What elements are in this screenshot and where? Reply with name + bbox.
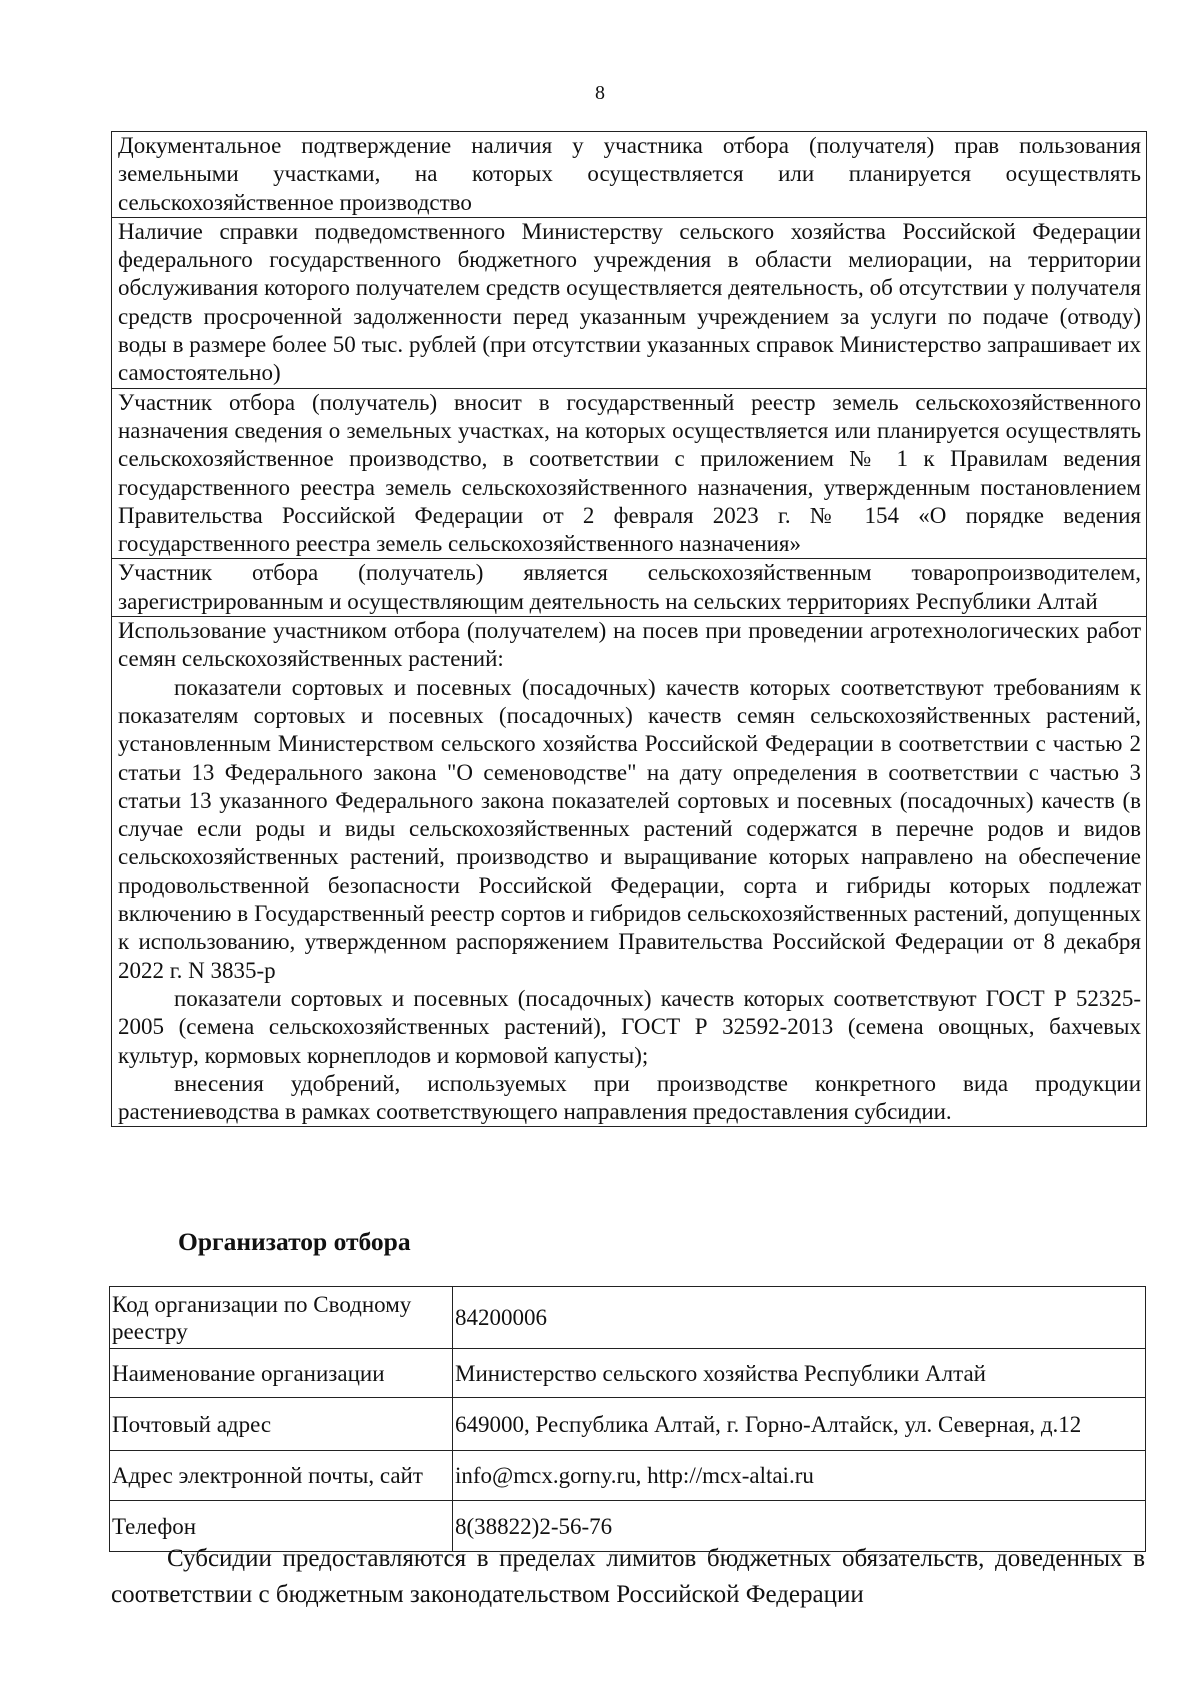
table-row [110, 1398, 1146, 1451]
table-row [112, 132, 1147, 218]
table-row [110, 1349, 1146, 1398]
org-name-label: Наименование организации [110, 1349, 453, 1398]
table-row [112, 617, 1147, 1127]
table-row [112, 217, 1147, 388]
requirement-text: Участник отбора (получатель) является сельскохозяйственным товаропроизводителем, зарегистрированным и осуществляющим деятельность на сельских территориях Республики Алтай [118, 560, 1141, 614]
requirement-cell [112, 617, 1147, 1127]
email-site-value: info@mcx.gorny.ru, http://mcx-altai.ru [453, 1451, 1146, 1501]
phone-value: 8(38822)2-56-76 [453, 1501, 1146, 1552]
org-code-label: Код организации по Сводному реестру [110, 1287, 453, 1349]
postal-address-label: Почтовый адрес [110, 1398, 453, 1451]
requirement-cell [112, 132, 1147, 218]
requirement-text: Наличие справки подведомственного Министерству сельского хозяйства Российской Федерации федерального государственного бюджетного учреждения в области мелиорации, на территории обслуживания которого получателем средств осуществляется деятельность, об отсутствии у получателя средств просроченной задолженности перед указанным учреждением за услуги по подаче (отводу) воды в размере более 50 тыс. рублей (при отсутствии указанных справок Министерство запрашивает их самостоятельно) [118, 218, 1141, 386]
requirement-cell [112, 388, 1147, 559]
requirement-text: Участник отбора (получатель) вносит в государственный реестр земель сельскохозяйственного назначения сведения о земельных участках, на которых осуществляется или планируется осуществлять сельскохозяйственное производство, в соответствии с приложением № 1 к Правилам ведения государственного реестра земель сельскохозяйственного назначения, утвержденным постановлением Правительства Российской Федерации от 2 февраля 2023 г. № 154 «О порядке ведения государственного реестра земель сельскохозяйственного назначения» [118, 389, 1141, 557]
organizer-heading: Организатор отбора [178, 1227, 411, 1256]
requirement-cell [112, 559, 1147, 617]
phone-label: Телефон [110, 1501, 453, 1552]
table-row [112, 559, 1147, 617]
closing-paragraph: Субсидии предоставляются в пределах лимитов бюджетных обязательств, доведенных в соответствии с бюджетным законодательством Российской Федерации [111, 1545, 1145, 1608]
requirements-table [111, 131, 1147, 1127]
page-number: 8 [595, 82, 605, 104]
organizer-table [109, 1286, 1146, 1552]
table-row [110, 1451, 1146, 1501]
requirement-subparagraph: внесения удобрений, используемых при производстве конкретного вида продукции растениеводства в рамках соответствующего направления предоставления субсидии. [118, 1070, 1141, 1125]
org-code-value: 84200006 [453, 1287, 1146, 1349]
email-site-label: Адрес электронной почты, сайт [110, 1451, 453, 1501]
postal-address-value: 649000, Республика Алтай, г. Горно-Алтайск, ул. Северная, д.12 [453, 1398, 1146, 1451]
requirement-text: Документальное подтверждение наличия у участника отбора (получателя) прав пользования земельными участками, на которых осуществляется или планируется осуществлять сельскохозяйственное производство [118, 133, 1141, 215]
requirement-subparagraph: показатели сортовых и посевных (посадочных) качеств которых соответствуют ГОСТ Р 52325-2005 (семена сельскохозяйственных растений), ГОСТ Р 32592-2013 (семена овощных, бахчевых культур, кормовых корнеплодов и кормовой капусты); [118, 985, 1141, 1068]
requirement-text: Использование участником отбора (получателем) на посев при проведении агротехнологических работ семян сельскохозяйственных растений: [118, 618, 1141, 672]
table-row [112, 388, 1147, 559]
requirement-subparagraph: показатели сортовых и посевных (посадочных) качеств которых соответствуют требованиям к показателям сортовых и посевных (посадочных) качеств семян сельскохозяйственных растений, установленным Министерством сельского хозяйства Российской Федерации в соответствии с частью 2 статьи 13 Федерального закона "О семеноводстве" на дату определения в соответствии с частью 3 статьи 13 указанного Федерального закона показателей сортовых и посевных (посадочных) качеств (в случае если роды и виды сельскохозяйственных растений содержатся в перечне родов и видов сельскохозяйственных растений, производство и выращивание которых направлено на обеспечение продовольственной безопасности Российской Федерации, сорта и гибриды которых подлежат включению в Государственный реестр сортов и гибридов сельскохозяйственных растений, допущенных к использованию, утвержденном распоряжением Правительства Российской Федерации от 8 декабря 2022 г. N 3835-р [118, 674, 1141, 983]
table-row [110, 1287, 1146, 1349]
org-name-value: Министерство сельского хозяйства Республики Алтай [453, 1349, 1146, 1398]
requirement-cell [112, 217, 1147, 388]
